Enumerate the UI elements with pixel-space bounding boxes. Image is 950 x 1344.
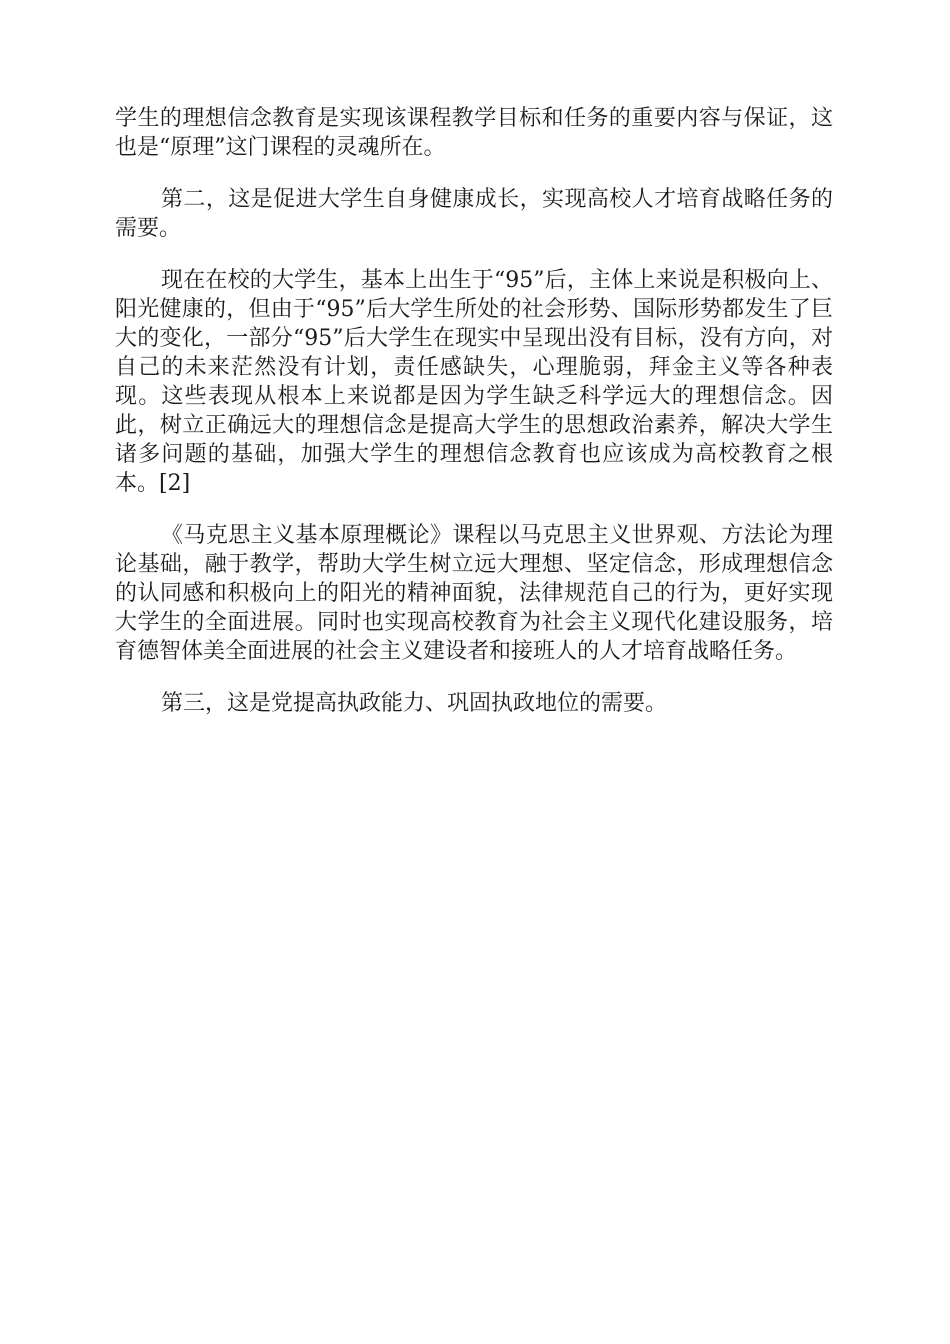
paragraph-1: 学生的理想信念教育是实现该课程教学目标和任务的重要内容与保证，这也是“原理”这门课程的灵魂所在。 [115, 106, 833, 160]
document-page [115, 104, 833, 741]
paragraph-2: 第二，这是促进大学生自身健康成长，实现高校人才培育战略任务的需要。 [115, 187, 833, 241]
paragraph-5: 第三，这是党提高执政能力、巩固执政地位的需要。 [161, 691, 668, 716]
paragraph-3: 现在在校的大学生，基本上出生于“95”后，主体上来说是积极向上、阳光健康的，但由于“95”后大学生所处的社会形势、国际形势都发生了巨大的变化，一部分“95”后大学生在现实中呈现出没有目标，没有方向，对自己的未来茫然没有计划，责任感缺失，心理脆弱，拜金主义等各种表现。这些表现从根本上来说都是因为学生缺乏科学远大的理想信念。因此，树立正确远大的理想信念是提高大学生的思想政治素养，解决大学生诸多问题的基础，加强大学生的理想信念教育也应该成为高校教育之根本。[2] [115, 268, 833, 496]
paragraph-4: 《马克思主义基本原理概论》课程以马克思主义世界观、方法论为理论基础，融于教学，帮助大学生树立远大理想、坚定信念，形成理想信念的认同感和积极向上的阳光的精神面貌，法律规范自己的行为，更好实现大学生的全面进展。同时也实现高校教育为社会主义现代化建设服务，培育德智体美全面进展的社会主义建设者和接班人的人才培育战略任务。 [115, 523, 833, 664]
